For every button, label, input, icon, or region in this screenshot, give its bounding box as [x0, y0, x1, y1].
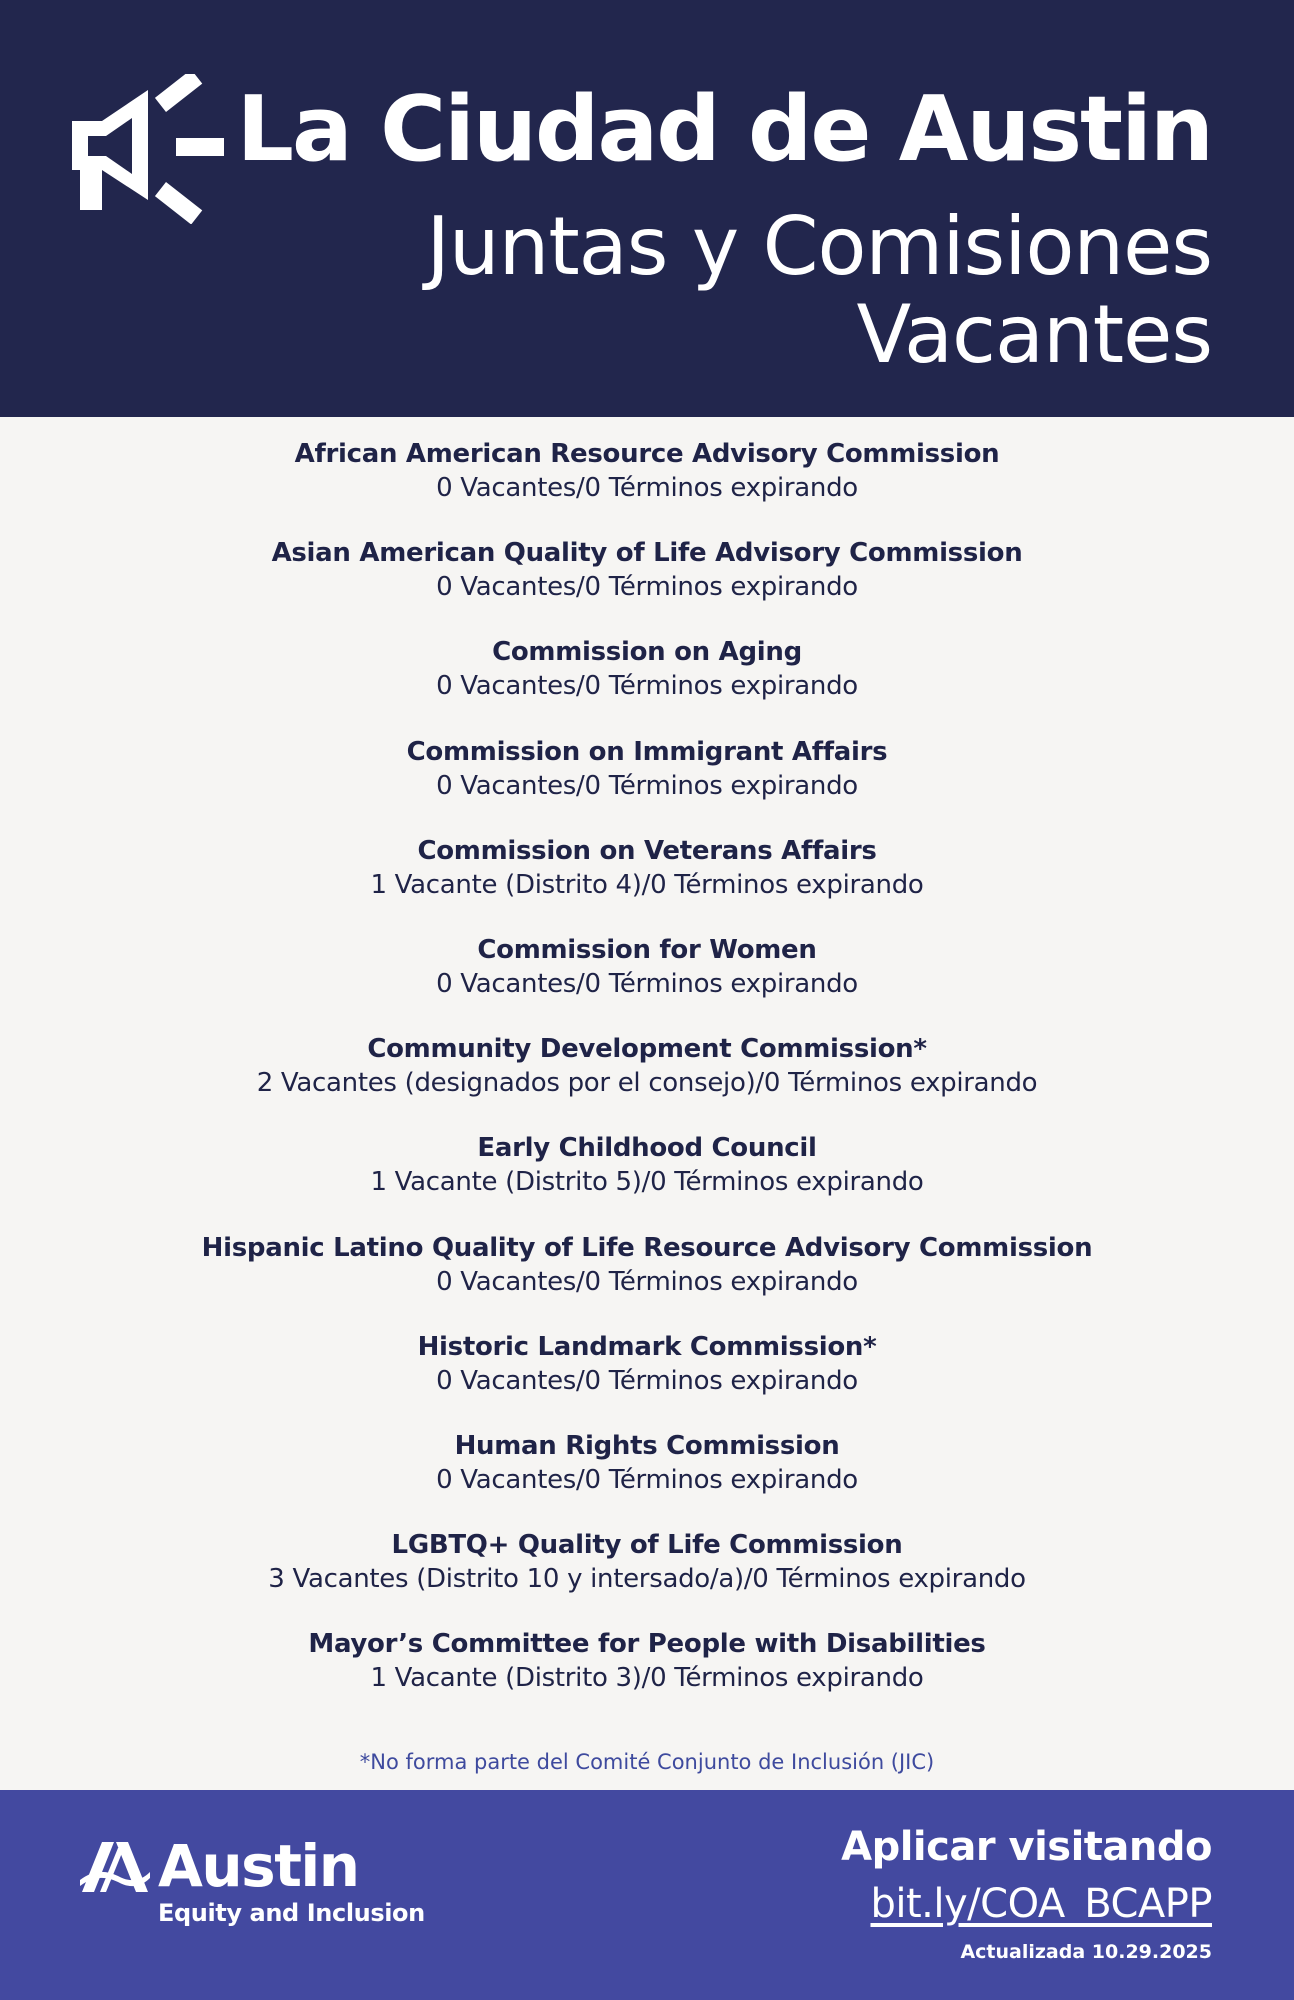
commission-name: Hispanic Latino Quality of Life Resource Advisory Commission	[201, 1232, 1093, 1263]
logo-wordmark: Austin	[158, 1832, 359, 1900]
austin-logo	[78, 1832, 438, 1946]
commission-status: 0 Vacantes/0 Términos expirando	[436, 968, 858, 999]
list-item	[0, 1131, 1294, 1230]
footnote: *No forma parte del Comité Conjunto de Inclusión (JIC)	[359, 1750, 935, 1774]
commission-name: Asian American Quality of Life Advisory Commission	[271, 538, 1023, 569]
list-item	[0, 1627, 1294, 1726]
subtitle-line-1: Juntas y Comisiones	[426, 200, 1212, 293]
commission-status: 1 Vacante (Distrito 3)/0 Términos expirando	[370, 1663, 924, 1694]
apply-heading: Aplicar visitando	[841, 1824, 1212, 1870]
list-item	[0, 1528, 1294, 1627]
commission-list	[0, 437, 1294, 1726]
list-item	[0, 635, 1294, 734]
list-item	[0, 1429, 1294, 1528]
commission-name: Mayor’s Committee for People with Disabilities	[308, 1629, 986, 1660]
commission-status: 2 Vacantes (designados por el consejo)/0 Términos expirando	[256, 1068, 1038, 1099]
commission-name: Community Development Commission*	[367, 1034, 927, 1065]
list-item	[0, 437, 1294, 536]
list-item	[0, 536, 1294, 635]
commission-status: 0 Vacantes/0 Términos expirando	[436, 770, 858, 801]
page-subtitle	[426, 200, 1212, 381]
list-item	[0, 1231, 1294, 1330]
commission-name: Human Rights Commission	[454, 1430, 840, 1461]
commission-status: 0 Vacantes/0 Términos expirando	[436, 1365, 858, 1396]
commission-status: 0 Vacantes/0 Términos expirando	[436, 671, 858, 702]
commission-status: 0 Vacantes/0 Términos expirando	[436, 473, 858, 503]
footer-banner	[0, 1790, 1294, 2000]
commission-status: 1 Vacante (Distrito 4)/0 Términos expirando	[370, 869, 924, 900]
commission-name: LGBTQ+ Quality of Life Commission	[391, 1530, 903, 1561]
commission-status: 0 Vacantes/0 Términos expirando	[436, 572, 858, 603]
subtitle-line-2: Vacantes	[856, 288, 1212, 381]
list-item	[0, 735, 1294, 834]
commission-status: 3 Vacantes (Distrito 10 y intersado/a)/0 Términos expirando	[268, 1564, 1026, 1595]
page-title: La Ciudad de Austin	[236, 77, 1212, 182]
logo-tagline: Equity and Inclusion	[158, 1899, 425, 1927]
commission-name: Early Childhood Council	[477, 1133, 817, 1164]
commission-name: Historic Landmark Commission*	[417, 1331, 877, 1362]
header-banner	[0, 0, 1294, 417]
apply-callout	[841, 1820, 1212, 1970]
commission-name: Commission on Immigrant Affairs	[406, 736, 888, 767]
commission-status: 0 Vacantes/0 Términos expirando	[436, 1266, 858, 1297]
commission-name: Commission for Women	[477, 934, 817, 965]
commission-name: Commission on Veterans Affairs	[417, 835, 877, 866]
list-item	[0, 1032, 1294, 1131]
list-item	[0, 834, 1294, 933]
megaphone-icon	[66, 74, 252, 224]
commission-name: Commission on Aging	[492, 637, 802, 668]
list-item	[0, 933, 1294, 1032]
list-item	[0, 1330, 1294, 1429]
austin-logo-icon	[78, 1836, 152, 1896]
updated-date: Actualizada 10.29.2025	[960, 1941, 1212, 1963]
apply-link[interactable]: bit.ly/COA_BCAPP	[870, 1881, 1212, 1927]
commission-status: 1 Vacante (Distrito 5)/0 Términos expirando	[370, 1167, 924, 1198]
commission-name: African American Resource Advisory Commission	[294, 439, 1000, 469]
commission-status: 0 Vacantes/0 Términos expirando	[436, 1464, 858, 1495]
